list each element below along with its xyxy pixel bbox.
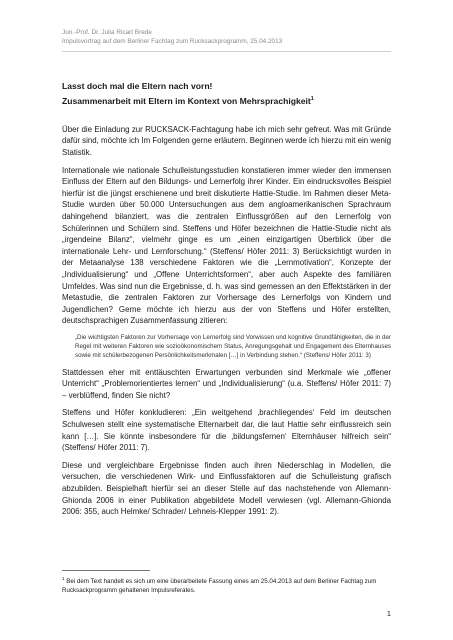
title-line-1: Lasst doch mal die Eltern nach vorn!	[62, 81, 213, 91]
paragraph-intro: Über die Einladung zur RUCKSACK-Fachtagung habe ich mich sehr gefreut. Was mit Gründe dafür sind, möchte ich Im Folgenden gerne erläutern. Beginnen werde ich hierzu mit ein wenig Statistik.	[62, 124, 391, 158]
title-line-2-text: Zusammenarbeit mit Eltern im Kontext von Mehrsprachigkeit	[62, 95, 311, 106]
block-quote: „Die wichtigsten Faktoren zur Vorhersage von Lernerfolg sind Vorwissen und kognitive Grundfähigkeiten, die in der Regel mit weiteren Faktoren wie sozioökonomischem Status, Anregungsgehalt und Engagement des Elternhauses sowie mit schülerbezogenen Persönlichkeitsmerkmalen […] in Verbindung stehen.“ (Steffens/ Höfer 2011: 3)	[75, 333, 391, 360]
paragraph-models: Diese und vergleichbare Ergebnisse finden auch ihren Niederschlag in Modellen, die versuchen, die verschiedenen Wirk- und Einflussfaktoren auf die Schulleistung grafisch abzubilden. Beispielhaft hierfür sei an dieser Stelle auf das nachstehende von Allemann-Ghionda 2006 in einer Publikation abgebildete Modell verwiesen (vgl. Allemann-Ghionda 2006: 355, auch Helmke/ Schrader/ Lehneis-Klepper 1991: 2).	[62, 460, 391, 517]
paragraph-conclusion: Steffens und Höfer konkludieren: „Ein weitgehend ‚brachliegendes‘ Feld im deutschen Schulwesen stellt eine systematische Elternarbeit dar, die laut Hattie sehr einflussreich sein kann […]. Sie könnte insbesondere für die ‚bildungsfernen‘ Elternhäuser hilfreich sein“ (Steffens/ Höfer 2011: 7).	[62, 408, 391, 453]
title-line-2	[62, 93, 391, 108]
header-author: Jun.-Prof. Dr. Julia Ricart Brede	[62, 29, 152, 36]
page-header	[62, 29, 282, 46]
footnote-mark: 1	[62, 576, 65, 581]
footnote-text: Bei dem Text handelt es sich um eine überarbeitete Fassung eines am 25.04.2013 auf dem Berliner Fachtag zum Rucksackprogramm gehaltenen Impulsreferates.	[62, 578, 377, 594]
paragraph-expectations: Stattdessen eher mit enttäuschten Erwartungen verbunden sind Merkmale wie „offener Unterricht“ „Problemorientiertes lernen“ und „Individualisierung“ (u.a. Steffens/ Höfer 2011: 7) – verblüffend, finden Sie nicht?	[62, 367, 391, 400]
footnote-divider	[62, 570, 150, 571]
header-event: Impulsvortrag auf dem Berliner Fachtag zum Rucksackprogramm, 25.04.2013	[62, 37, 283, 45]
title-footnote-mark: 1	[310, 96, 314, 102]
page-number: 1	[386, 609, 391, 618]
document-body	[62, 80, 391, 518]
header-divider	[62, 51, 391, 52]
footnote	[62, 575, 391, 596]
paragraph-hattie: Internationale wie nationale Schulleistungsstudien konstatieren immer wieder den immensen Einfluss der Eltern auf den Bildungs- und Lernerfolg ihrer Kinder. Ein eindrucksvolles Beispiel hierfür ist die jüngst erschienene und breit diskutierte Hattie-Studie. Im Rahmen dieser Meta-Studie wurden über 50.000 Untersuchungen aus dem angloamerikanischen Sprachraum dahingehend bilanziert, was die zentralen Einflussgrößen auf den Lernerfolg von Schülerinnen und Schülern sind. Steffens und Höfer bezeichnen die Hattie-Studie nicht als „irgendeine Bilanz“, vielmehr ginge es um „einen einzigartigen Überblick über die internationale Lehr- und Lernforschung.“ (Steffens/ Höfer 2011: 3) Berücksichtigt wurden in der Metaanalyse 138 verschiedene Faktoren wie die „Lernmotivation“, Konzepte der „Individualisierung“ und „Offene Unterrichtsformen“, aber auch Aspekte des familiären Umfeldes. Was sind nun die Ergebnisse, d. h. was sind gemessen an den Effektstärken in der Metastudie, die zentralen Faktoren zur Vorhersage des Lernerfolgs von Kindern und Jugendlichen? Gerne möchte ich hierzu aus der von Steffens und Höfer erstellten, deutschsprachigen Zusammenfassung zitieren:	[62, 165, 391, 326]
